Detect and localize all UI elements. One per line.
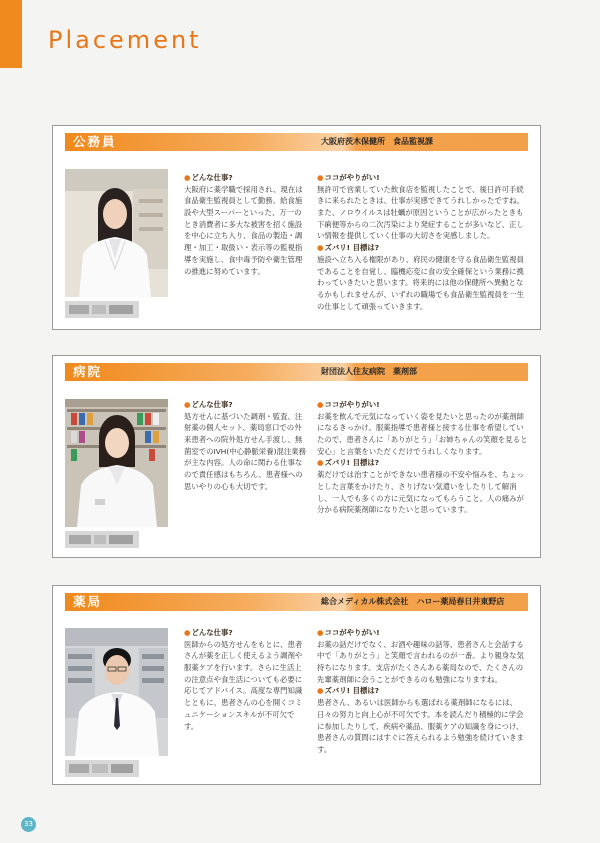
blurred-name-caption: [65, 531, 139, 548]
rewards-goals-column: [317, 399, 530, 516]
section-card-pharmacy: [52, 585, 541, 785]
blurred-name-caption: [65, 760, 139, 777]
goal-heading: ● ズバリ! 目標は?: [317, 242, 530, 254]
section-organization: 総合メディカル株式会社 ハロー薬局春日井東野店: [321, 597, 505, 606]
orange-corner-tab: [0, 0, 22, 68]
staff-photo: [65, 628, 168, 756]
section-header: [65, 593, 528, 611]
reward-heading: ● ココがやりがい!: [317, 399, 530, 411]
goal-heading: ● ズバリ! 目標は?: [317, 685, 530, 697]
reward-heading: ● ココがやりがい!: [317, 627, 530, 639]
job-description: 大阪府に薬学職で採用され、現在は食品衛生監視員として勤務。給食施設や大型スーパーといった、万一のとき消費者に多大な被害を招く施設を中心に立ち入り、食品の製造・調理・加工・取扱い・表示等の監視指導を実施し、食中毒予防や衛生管理の推進に努めています。: [184, 184, 303, 276]
staff-photo: [65, 169, 168, 297]
staff-photo: [65, 399, 168, 527]
job-description-column: [184, 399, 307, 493]
goal-text: 薬だけでは治すことができない患者様の不安や悩みを、ちょっとした言葉をかけたり、さりげない気遣いをしたりして解消し、一人でも多くの方に元気になってもらうこと。人の痛みが分かる病院薬剤師になりたいと思っています。: [317, 470, 524, 515]
section-card-civil-servant: [52, 125, 541, 330]
goal-text: 施設へ立ち入る権限があり、府民の健康を守る食品衛生監視員であることを自覚し、臨機応変に食の安全確保という業務に携わっていきたいと思います。将来的には他の保健所へ異動となるかもしれませんが、いずれの職場でも食品衛生監視員を一生の仕事として頑張っていきます。: [317, 254, 524, 311]
rewards-goals-column: [317, 627, 530, 756]
blurred-name-caption: [65, 301, 139, 318]
page-number: 33: [21, 817, 36, 832]
section-title: 薬局: [73, 594, 103, 609]
job-heading: ● どんな仕事?: [184, 172, 307, 184]
page-title: Placement: [48, 26, 202, 54]
section-organization: 大阪府茨木保健所 食品監視課: [321, 137, 433, 146]
section-title: 病院: [73, 364, 103, 379]
section-title: 公務員: [73, 134, 117, 149]
section-header: [65, 363, 528, 381]
reward-text: 無許可で営業していた飲食店を監視したことで、後日許可手続きに来られたときは、仕事が実感できてうれしかったですね。また、ノロウイルスは牡蠣が原因ということが広がったときも下痢便等からの二次汚染により発症することが多いなど、正しい情報を提供していく仕事の大切さを実感しました。: [317, 184, 524, 241]
job-description: 処方せんに基づいた調剤・監査、注射薬の個人セット、薬局窓口での外来患者への院外処方せん手渡し、無菌室でのIVH(中心静脈栄養)混注業務が主な内容。人の命に関わる仕事なので責任感はもちろん、患者様への思いやりの心も大切です。: [184, 411, 307, 491]
job-heading: ● どんな仕事?: [184, 399, 307, 411]
job-heading: ● どんな仕事?: [184, 627, 307, 639]
section-header: [65, 133, 528, 151]
goal-text: 患者さん、あるいは医師からも選ばれる薬剤師になるには、日々の努力と向上心が不可欠です。本を読んだり積極的に学会に参加したりして、疾病や薬品、服薬ケアの知識を身につけ、患者さんの質問にはすぐに答えられるよう勉強を続けていきます。: [317, 698, 524, 754]
reward-text: お薬を飲んで元気になっていく姿を見たいと思ったのが薬剤師になるきっかけ。服薬指導で患者様と接する仕事を希望していたので、患者さんに「ありがとう」「お姉ちゃんの笑顔を見ると安心」と言葉をいただくだけでうれしくなります。: [317, 411, 528, 456]
job-description-column: [184, 627, 307, 732]
goal-heading: ● ズバリ! 目標は?: [317, 457, 530, 469]
reward-text: お薬の話だけでなく、お酒や趣味の話等、患者さんと会話する中で「ありがとう」と笑顔で言われるのが一番。より親身な気持ちになります。支店がたくさんある薬局なので、たくさんの先輩薬剤師に会うことができるのも勉強になりますね。: [317, 639, 524, 684]
rewards-goals-column: [317, 172, 530, 312]
section-organization: 財団法人住友病院 薬剤部: [321, 367, 417, 376]
section-card-hospital: [52, 355, 541, 558]
job-description: 医師からの処方せんをもとに、患者さんが薬を正しく使えるよう調剤や服薬ケアを行います。さらに生活上の注意点や食生活についても必要に応じてアドバイス。高度な専門知識とともに、患者さんの心を開くコミュニケーションスキルが不可欠です。: [184, 639, 303, 731]
job-description-column: [184, 172, 307, 277]
reward-heading: ● ココがやりがい!: [317, 172, 530, 184]
